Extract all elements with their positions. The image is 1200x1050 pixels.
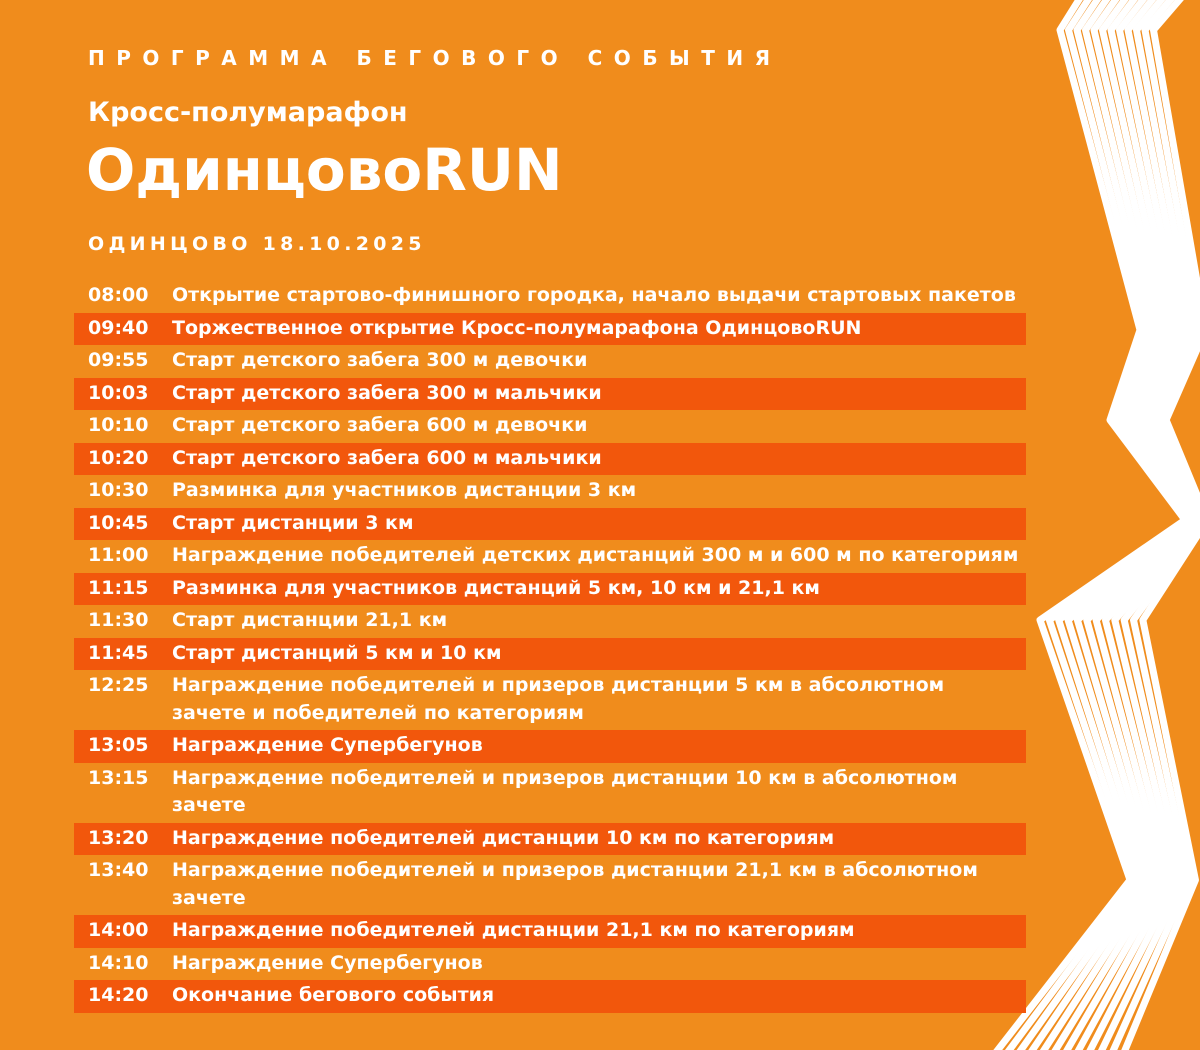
schedule-description: Награждение победителей и призеров дистанции 5 км в абсолютном зачете и победителей по категориям [172,674,945,724]
schedule-time: 11:45 [88,641,149,664]
schedule-time: 13:05 [88,734,149,756]
schedule-description: Разминка для участников дистанций 5 км, 10 км и 21,1 км [172,576,820,599]
schedule-description: Окончание бегового события [172,984,495,1006]
schedule-row [74,823,1026,856]
schedule-row [74,540,1026,573]
schedule-row [74,670,1026,730]
schedule-row [74,410,1026,443]
schedule-row [74,855,1026,915]
schedule-time: 10:30 [88,479,149,501]
schedule-description: Старт детского забега 300 м мальчики [172,381,602,404]
schedule-time: 10:20 [88,446,149,469]
schedule-row [74,638,1026,671]
schedule-time: 11:30 [88,609,149,631]
schedule-description: Награждение победителей и призеров дистанции 10 км в абсолютном зачете [172,766,958,816]
schedule-time: 14:20 [88,984,149,1006]
schedule-row [74,605,1026,638]
event-title: ОдинцовоRUN [86,136,563,204]
schedule-time: 10:45 [88,511,149,534]
event-place-date: ОДИНЦОВО 18.10.2025 [88,233,426,255]
schedule-description: Награждение Супербегунов [172,951,483,974]
schedule-list [74,280,1026,1013]
schedule-row [74,280,1026,313]
schedule-description: Награждение победителей детских дистанций 300 м и 600 м по категориям [172,544,1019,566]
schedule-row [74,443,1026,476]
schedule-row [74,508,1026,541]
schedule-row [74,573,1026,606]
schedule-time: 14:00 [88,919,149,941]
schedule-description: Старт детского забега 300 м девочки [172,349,588,371]
schedule-description: Открытие стартово-финишного городка, начало выдачи стартовых пакетов [172,284,1016,306]
schedule-description: Награждение победителей дистанции 21,1 км по категориям [172,919,855,941]
schedule-time: 13:20 [88,826,149,849]
schedule-row [74,345,1026,378]
schedule-description: Разминка для участников дистанции 3 км [172,479,637,501]
schedule-row [74,980,1026,1013]
schedule-time: 09:55 [88,349,149,371]
schedule-time: 10:10 [88,414,149,436]
schedule-time: 08:00 [88,284,149,306]
schedule-row [74,730,1026,763]
schedule-row [74,378,1026,411]
schedule-row [74,763,1026,823]
schedule-description: Старт дистанции 3 км [172,511,414,534]
schedule-description: Торжественное открытие Кросс-полумарафона ОдинцовоRUN [172,316,862,339]
schedule-description: Старт дистанции 21,1 км [172,609,448,631]
event-subtitle: Кросс-полумарафон [88,97,408,128]
schedule-time: 13:40 [88,859,149,881]
schedule-row [74,313,1026,346]
schedule-row [74,948,1026,981]
schedule-description: Старт детского забега 600 м девочки [172,414,588,436]
schedule-time: 10:03 [88,381,149,404]
schedule-description: Награждение победителей дистанции 10 км по категориям [172,826,835,849]
schedule-row [74,915,1026,948]
schedule-time: 11:15 [88,576,149,599]
schedule-time: 12:25 [88,674,149,696]
event-kicker: ПРОГРАММА БЕГОВОГО СОБЫТИЯ [88,46,782,70]
schedule-time: 14:10 [88,951,149,974]
schedule-description: Старт детского забега 600 м мальчики [172,446,602,469]
schedule-time: 13:15 [88,766,149,789]
schedule-description: Награждение победителей и призеров дистанции 21,1 км в абсолютном зачете [172,859,978,909]
schedule-description: Старт дистанций 5 км и 10 км [172,641,502,664]
schedule-description: Награждение Супербегунов [172,734,483,756]
schedule-time: 09:40 [88,316,149,339]
schedule-time: 11:00 [88,544,149,566]
schedule-row [74,475,1026,508]
